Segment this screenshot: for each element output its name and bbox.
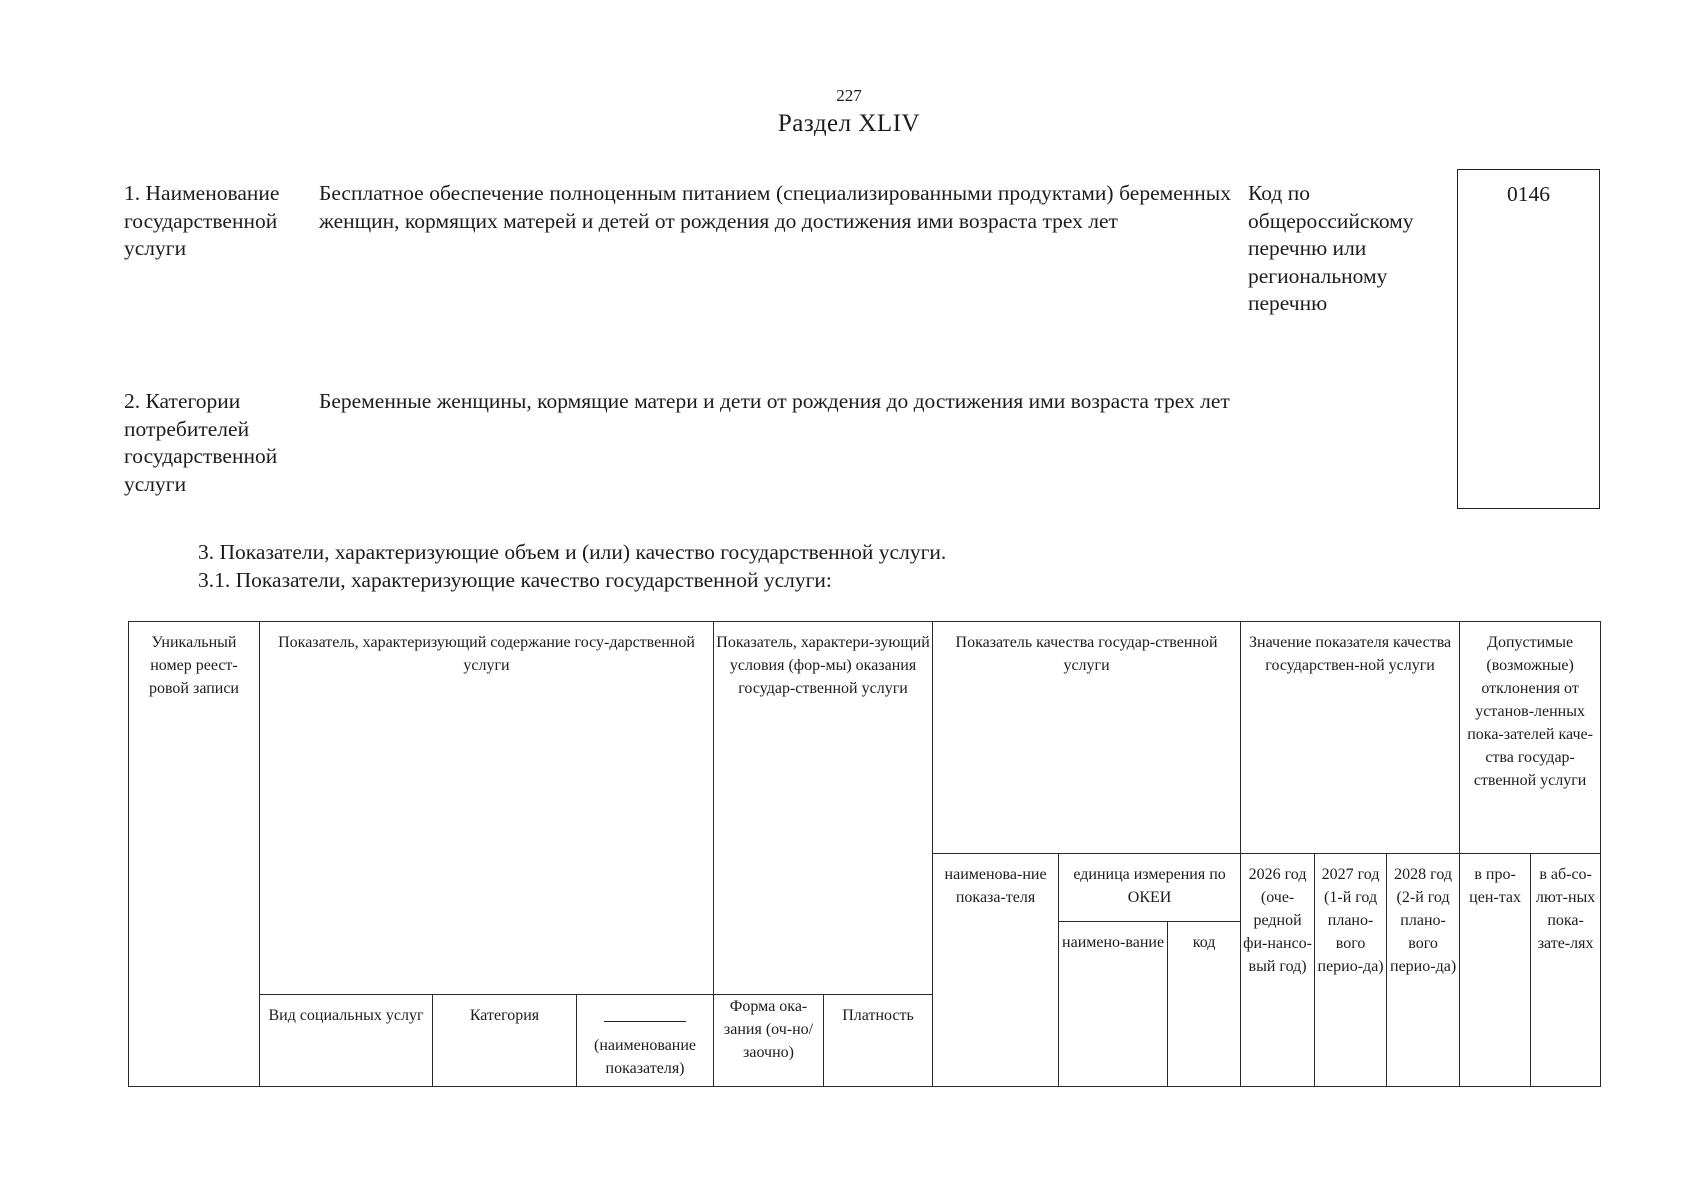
quality-indicators-table: [128, 621, 1601, 1087]
item2-text: Беременные женщины, кормящие матери и дети от рождения до достижения ими возраста трех лет: [319, 389, 1230, 413]
col-unit-code: код: [1168, 922, 1241, 1087]
col-unit-okei: единица измерения по ОКЕИ: [1059, 854, 1241, 922]
col-payment: Платность: [824, 995, 933, 1087]
col-quality-value: Значение показателя качества государствен-ной услуги: [1241, 622, 1460, 854]
col-year-2027: 2027 год (1-й год плано-вого перио-да): [1315, 854, 1387, 1087]
col-content-indicator: Показатель, характеризующий содержание госу-дарственной услуги: [260, 622, 714, 995]
col-quality-indicator: Показатель качества государ-ственной услуги: [933, 622, 1241, 854]
col-social-services-type: Вид социальных услуг: [260, 995, 433, 1087]
col-unit-name: наимено-вание: [1059, 922, 1168, 1087]
col-year-2026: 2026 год (оче-редной фи-нансо-вый год): [1241, 854, 1315, 1087]
page-number: 227: [836, 86, 862, 105]
col-deviations: Допустимые (возможные) отклонения от установ-ленных пока-зателей каче-ства государ-ственной услуги: [1460, 622, 1601, 854]
heading-3: 3. Показатели, характеризующие объем и (или) качество государственной услуги.: [198, 540, 947, 564]
col-category: Категория: [433, 995, 577, 1087]
col-unique-number: Уникальный номер реест-ровой записи: [129, 622, 260, 1087]
col-absolute: в аб-со-лют-ных пока-зате-лях: [1531, 854, 1601, 1087]
item2-label: 2. Категории потребителей государственной услуги: [124, 389, 278, 496]
col-year-2028: 2028 год (2-й год плано-вого перио-да): [1387, 854, 1460, 1087]
section-title: Раздел XLIV: [777, 110, 921, 137]
item1-label: 1. Наименование государственной услуги: [124, 181, 280, 260]
col-conditions-indicator: Показатель, характери-зующий условия (фор-мы) оказания государ-ственной услуги: [714, 622, 933, 995]
indicator-placeholder-text: (наименование показателя): [594, 1037, 697, 1077]
col-indicator-placeholder: [577, 995, 714, 1087]
code-box: [1457, 169, 1600, 509]
col-form-of-provision: Форма ока-зания (оч-но/заочно): [714, 995, 824, 1087]
item1-text: Бесплатное обеспечение полноценным питанием (специализированными продуктами) беременных женщин, кормящих матерей и детей от рождения до достижения ими возраста трех лет: [319, 181, 1231, 233]
blank-line: [604, 1021, 686, 1023]
col-indicator-name: наименова-ние показа-теля: [933, 854, 1059, 1087]
col-percent: в про-цен-тах: [1460, 854, 1531, 1087]
code-value: 0146: [1507, 182, 1550, 206]
heading-3-1: 3.1. Показатели, характеризующие качество государственной услуги:: [198, 568, 832, 592]
code-label: Код по общероссийскому перечню или региональному перечню: [1248, 181, 1414, 315]
